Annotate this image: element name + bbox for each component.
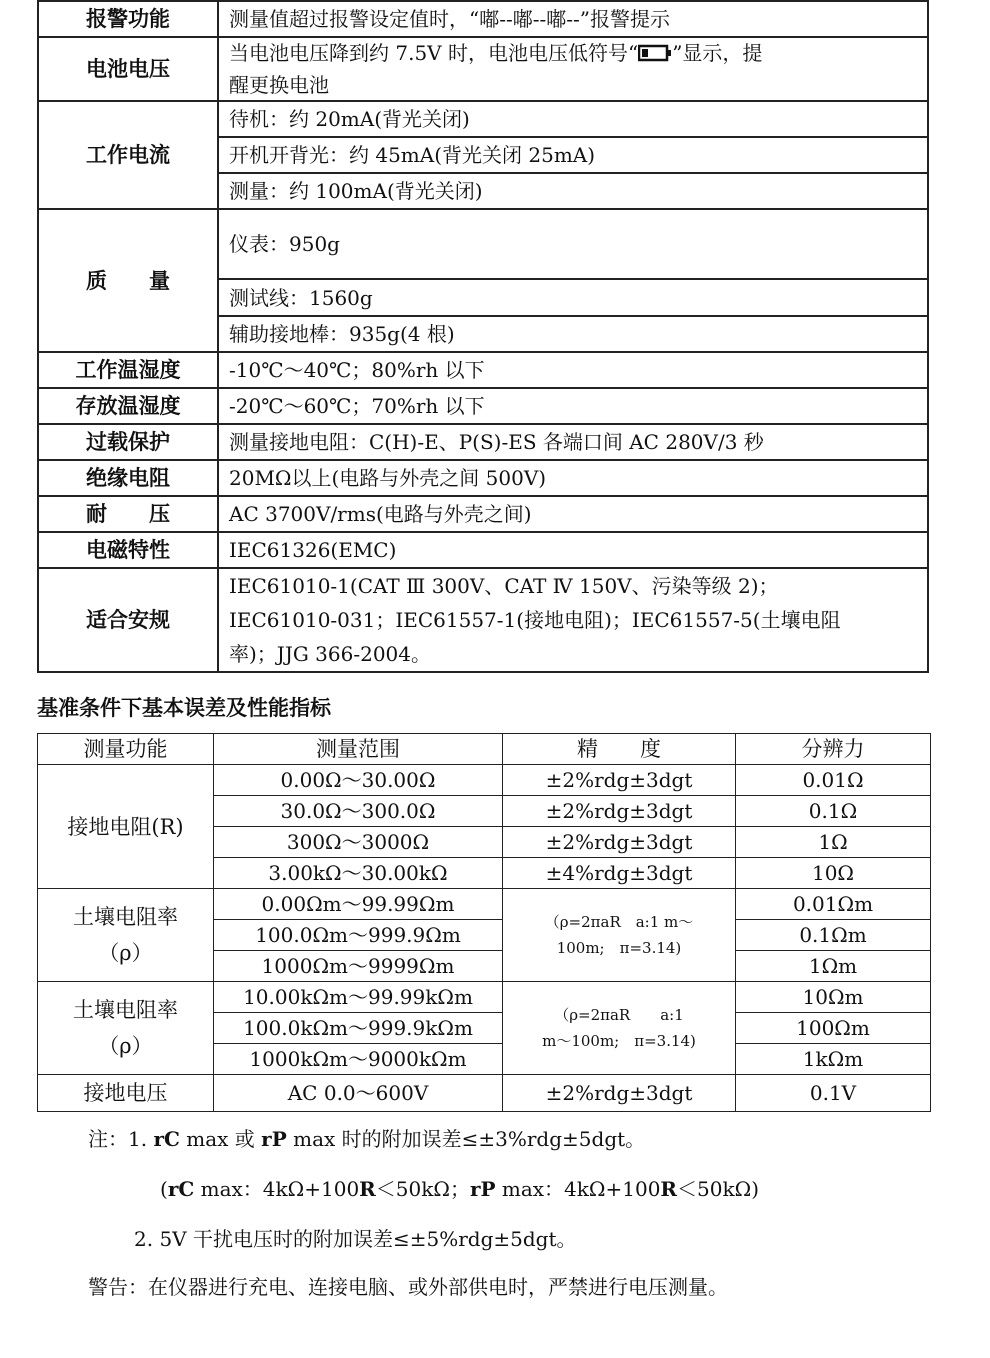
spec-value: 辅助接地棒：935g(4 根) <box>218 316 928 352</box>
accuracy-cell: ±2%rdg±3dgt <box>503 1075 736 1112</box>
spec-value: 测量接地电阻：C(H)-E、P(S)-ES 各端口间 AC 280V/3 秒 <box>218 424 928 460</box>
battery-text-line2: 醒更换电池 <box>229 72 329 97</box>
accuracy-cell: ±2%rdg±3dgt <box>503 765 736 796</box>
note-rc: rC <box>167 1177 195 1201</box>
header-resolution: 分辨力 <box>736 734 931 765</box>
error-table-header <box>38 734 931 765</box>
function-label: 土壤电阻率 <box>73 998 178 1022</box>
accuracy-line-1: （ρ=2πaR a:1 <box>554 1006 684 1024</box>
spec-value: AC 3700V/rms(电路与外壳之间) <box>218 496 928 532</box>
note-text: max 时的附加误差≤±3%rdg±5dgt。 <box>286 1127 646 1151</box>
note-text: max：4kΩ+100 <box>194 1177 360 1201</box>
battery-text-pre: 当电池电压降到约 7.5V 时，电池电压低符号“ <box>229 41 639 66</box>
function-cell <box>38 889 214 982</box>
table-row <box>38 889 931 920</box>
spec-value: IEC61326(EMC) <box>218 532 928 568</box>
spec-row-withstand <box>38 496 928 532</box>
spec-value: -10℃～40℃；80%rh 以下 <box>218 352 928 388</box>
range-cell: 0.00Ω～30.00Ω <box>214 765 503 796</box>
spec-value: 测试线：1560g <box>218 279 928 316</box>
note-rp: rP <box>469 1177 496 1201</box>
error-table <box>37 733 931 1112</box>
accuracy-line-2: m～100m; π=3.14) <box>542 1032 696 1050</box>
spec-row-insulation <box>38 460 928 496</box>
note-text: ( <box>160 1177 168 1201</box>
note-text: max：4kΩ+100 <box>495 1177 661 1201</box>
range-cell: 10.00kΩm～99.99kΩm <box>214 982 503 1013</box>
spec-table <box>37 0 929 673</box>
note-r: R <box>359 1177 376 1201</box>
spec-value <box>218 568 928 672</box>
resolution-cell: 100Ωm <box>736 1013 931 1044</box>
spec-label: 电池电压 <box>38 37 218 101</box>
resolution-cell: 0.01Ω <box>736 765 931 796</box>
accuracy-cell <box>503 889 736 982</box>
spec-label: 过载保护 <box>38 424 218 460</box>
note-1 <box>88 1122 645 1156</box>
spec-row-battery <box>38 37 928 101</box>
note-formula <box>160 1172 759 1206</box>
safety-line-1: IEC61010-1(CAT Ⅲ 300V、CAT Ⅳ 150V、污染等级 2)； <box>229 574 779 598</box>
resolution-cell: 10Ωm <box>736 982 931 1013</box>
spec-row-weight-1 <box>38 209 928 279</box>
spec-value <box>218 37 928 101</box>
resolution-cell: 0.01Ωm <box>736 889 931 920</box>
header-function: 测量功能 <box>38 734 214 765</box>
range-cell: 3.00kΩ～30.00kΩ <box>214 858 503 889</box>
resolution-cell: 1Ωm <box>736 951 931 982</box>
spec-label: 报警功能 <box>38 1 218 37</box>
header-range: 测量范围 <box>214 734 503 765</box>
note-r: R <box>660 1177 678 1201</box>
spec-value: 待机：约 20mA(背光关闭) <box>218 101 928 137</box>
note-2: 2. 5V 干扰电压时的附加误差≤±5%rdg±5dgt。 <box>134 1227 577 1251</box>
spec-value: 仪表：950g <box>218 209 928 279</box>
low-battery-icon <box>638 40 672 70</box>
resolution-cell: 0.1Ωm <box>736 920 931 951</box>
spec-row-emc <box>38 532 928 568</box>
safety-line-2: IEC61010-031；IEC61557-1(接地电阻)；IEC61557-5(土壤电阻 <box>229 608 841 632</box>
table-row <box>38 982 931 1013</box>
table-row <box>38 765 931 796</box>
header-accuracy: 精 度 <box>503 734 736 765</box>
warning-text: 警告：在仪器进行充电、连接电脑、或外部供电时，严禁进行电压测量。 <box>88 1275 728 1299</box>
spec-value: 测量：约 100mA(背光关闭) <box>218 173 928 209</box>
accuracy-line-2: 100m; π=3.14) <box>556 939 682 957</box>
spec-row-current-1 <box>38 101 928 137</box>
resolution-cell: 1kΩm <box>736 1044 931 1075</box>
spec-value: 测量值超过报警设定值时，“嘟--嘟--嘟--”报警提示 <box>218 1 928 37</box>
spec-label: 存放温湿度 <box>38 388 218 424</box>
spec-value: -20℃～60℃；70%rh 以下 <box>218 388 928 424</box>
range-cell: 0.00Ωm～99.99Ωm <box>214 889 503 920</box>
range-cell: AC 0.0～600V <box>214 1075 503 1112</box>
function-symbol: （ρ） <box>98 1034 153 1058</box>
spec-row-op-temp <box>38 352 928 388</box>
resolution-cell: 0.1Ω <box>736 796 931 827</box>
accuracy-cell <box>503 982 736 1075</box>
note-prefix: 注：1. <box>88 1127 154 1151</box>
spec-value: 开机开背光：约 45mA(背光关闭 25mA) <box>218 137 928 173</box>
range-cell: 1000Ωm～9999Ωm <box>214 951 503 982</box>
accuracy-cell: ±4%rdg±3dgt <box>503 858 736 889</box>
spec-label: 适合安规 <box>38 568 218 672</box>
spec-row-overload <box>38 424 928 460</box>
note-text: ＜50kΩ； <box>375 1177 470 1201</box>
spec-label: 工作温湿度 <box>38 352 218 388</box>
function-cell: 接地电阻(R) <box>38 765 214 889</box>
note-rc: rC <box>153 1127 180 1151</box>
spec-label: 耐 压 <box>38 496 218 532</box>
battery-text-post: ”显示，提 <box>672 41 763 66</box>
range-cell: 300Ω～3000Ω <box>214 827 503 858</box>
range-cell: 1000kΩm～9000kΩm <box>214 1044 503 1075</box>
function-symbol: （ρ） <box>98 941 153 965</box>
spec-label: 绝缘电阻 <box>38 460 218 496</box>
function-label: 土壤电阻率 <box>73 905 178 929</box>
section-heading: 基准条件下基本误差及性能指标 <box>37 696 331 720</box>
spec-label: 质 量 <box>38 209 218 352</box>
note-rp: rP <box>261 1127 287 1151</box>
range-cell: 100.0Ωm～999.9Ωm <box>214 920 503 951</box>
table-row <box>38 1075 931 1112</box>
spec-row-safety <box>38 568 928 672</box>
accuracy-cell: ±2%rdg±3dgt <box>503 827 736 858</box>
note-text: max 或 <box>179 1127 262 1151</box>
accuracy-cell: ±2%rdg±3dgt <box>503 796 736 827</box>
range-cell: 30.0Ω～300.0Ω <box>214 796 503 827</box>
resolution-cell: 1Ω <box>736 827 931 858</box>
range-cell: 100.0kΩm～999.9kΩm <box>214 1013 503 1044</box>
accuracy-line-1: （ρ=2πaR a:1 m～ <box>544 913 694 931</box>
resolution-cell: 10Ω <box>736 858 931 889</box>
spec-row-store-temp <box>38 388 928 424</box>
spec-row-alarm <box>38 1 928 37</box>
resolution-cell: 0.1V <box>736 1075 931 1112</box>
note-text: ＜50kΩ) <box>677 1177 759 1201</box>
function-cell <box>38 982 214 1075</box>
spec-label: 工作电流 <box>38 101 218 209</box>
spec-label: 电磁特性 <box>38 532 218 568</box>
spec-value: 20MΩ以上(电路与外壳之间 500V) <box>218 460 928 496</box>
function-cell: 接地电压 <box>38 1075 214 1112</box>
safety-line-3: 率)；JJG 366-2004。 <box>229 642 432 666</box>
